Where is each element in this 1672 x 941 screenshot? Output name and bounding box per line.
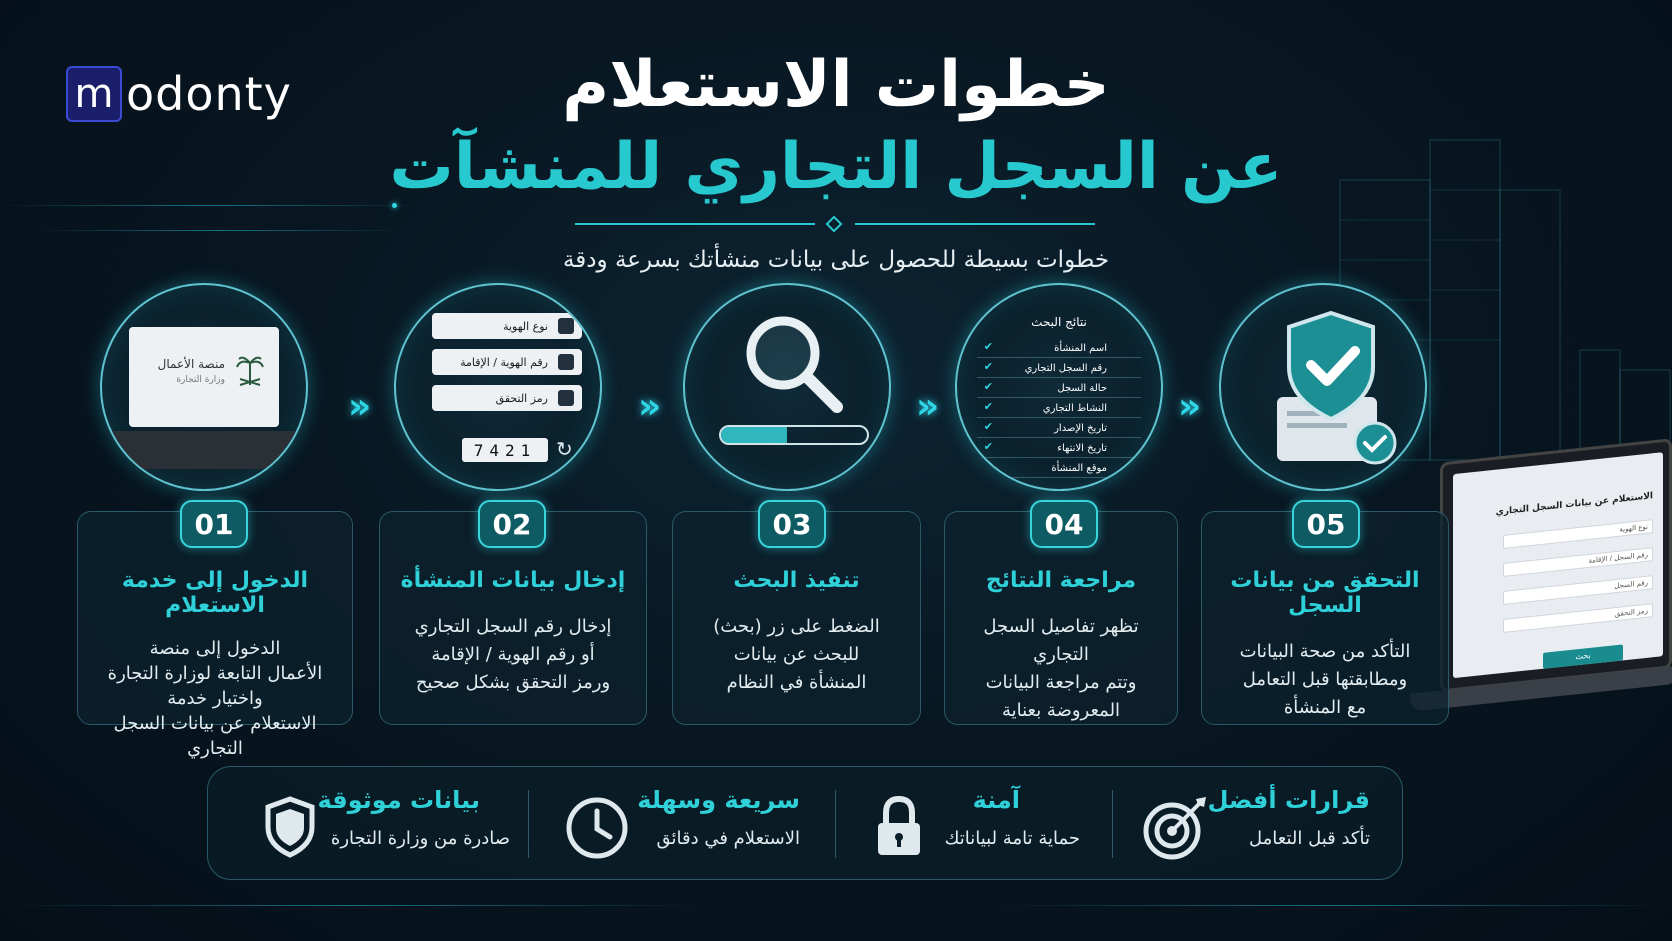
check-icon: ✔ xyxy=(983,420,993,433)
mock-keyboard xyxy=(112,431,296,469)
step-2-illustration xyxy=(394,283,602,491)
laptop-field: نوع الهوية xyxy=(1503,519,1653,549)
shield-icon xyxy=(262,795,318,859)
laptop-field: رقم السجل xyxy=(1503,575,1653,605)
step-title: تنفيذ البحث xyxy=(733,568,860,593)
laptop-illustration xyxy=(1440,437,1672,742)
result-row: النشاط التجاري ✔ xyxy=(977,399,1141,418)
mock-platform-title: منصة الأعمال xyxy=(157,357,225,371)
results-heading: نتائج البحث xyxy=(1031,315,1087,329)
chevron-right-icon: » xyxy=(916,386,940,427)
feature-title: بيانات موثوقة xyxy=(317,786,480,814)
palm-emblem-icon xyxy=(235,355,265,391)
feature-title: آمنة xyxy=(972,786,1020,814)
feature-decisions xyxy=(1207,766,1380,880)
check-icon: ✔ xyxy=(983,440,993,453)
result-row: حالة السجل ✔ xyxy=(977,379,1141,398)
step-description: تظهر تفاصيل السجل التجاري وتتم مراجعة البيانات المعروضة بعناية xyxy=(983,616,1139,721)
feature-fast xyxy=(620,766,800,880)
result-row: موقع المنشأة ✔ xyxy=(977,459,1141,478)
feature-trusted xyxy=(317,766,510,880)
check-icon: ✔ xyxy=(983,400,993,413)
result-row: تاريخ الإصدار ✔ xyxy=(977,419,1141,438)
clock-icon xyxy=(564,795,630,861)
feature-subtitle: حماية تامة لبياناتك xyxy=(944,828,1080,849)
feature-subtitle: الاستعلام في دقائق xyxy=(656,828,800,849)
laptop-field: رقم السجل / الإقامة xyxy=(1503,547,1653,577)
step-4-illustration xyxy=(955,283,1163,491)
step-number-badge: 04 xyxy=(1030,500,1098,548)
step-number-badge: 03 xyxy=(758,500,826,548)
lock-icon xyxy=(874,795,924,859)
decor-line xyxy=(1000,905,1672,906)
feature-subtitle: صادرة من وزارة التجارة xyxy=(330,828,510,849)
check-icon: ✔ xyxy=(983,340,993,353)
step-title: التحقق من بيانات السجل xyxy=(1230,568,1420,618)
page-subtitle: خطوات بسيطة للحصول على بيانات منشأتك بسرعة ودقة xyxy=(562,247,1110,273)
logo-mark: m xyxy=(66,66,122,122)
feature-secure xyxy=(940,766,1080,880)
step-title: الدخول إلى خدمة الاستعلام xyxy=(121,568,309,618)
result-row: رقم السجل التجاري ✔ xyxy=(977,359,1141,378)
page-title-highlight: عن السجل التجاري للمنشآت xyxy=(389,130,1283,204)
check-icon: ✔ xyxy=(983,380,993,393)
captcha-code: 7421 xyxy=(462,438,548,462)
search-progress-bar xyxy=(719,425,869,445)
mock-field: نوع الهوية xyxy=(432,313,582,339)
mock-field: رمز التحقق xyxy=(432,385,582,411)
feature-subtitle: تأكد قبل التعامل xyxy=(1249,828,1370,849)
result-row: تاريخ الانتهاء ✔ xyxy=(977,439,1141,458)
mock-field: رقم الهوية / الإقامة xyxy=(432,349,582,375)
check-icon: ✔ xyxy=(983,360,993,373)
step-description: التأكد من صحة البيانات ومطابقتها قبل التعامل مع المنشأة xyxy=(1239,641,1411,718)
refresh-icon: ↻ xyxy=(556,437,573,461)
title-divider xyxy=(575,218,1095,230)
feature-title: سريعة وسهلة xyxy=(637,786,800,814)
target-icon xyxy=(1140,795,1212,861)
step-5-illustration xyxy=(1219,283,1427,491)
chevron-right-icon: » xyxy=(348,386,372,427)
decor-line xyxy=(40,230,400,231)
step-description: الضغط على زر (بحث) للبحث عن بيانات المنشأة في النظام xyxy=(713,616,880,693)
chevron-right-icon: » xyxy=(1178,386,1202,427)
laptop-search-button: بحث xyxy=(1543,644,1623,668)
step-3-illustration xyxy=(683,283,891,491)
step-1-illustration xyxy=(100,283,308,491)
divider xyxy=(1112,790,1113,858)
step-description: الدخول إلى منصة الأعمال التابعة لوزارة التجارة واختيار خدمة الاستعلام عن بيانات السجل التجاري xyxy=(107,638,323,759)
mock-platform-subtitle: وزارة التجارة xyxy=(176,375,225,385)
chevron-right-icon: » xyxy=(638,386,662,427)
step-number-badge: 02 xyxy=(478,500,546,548)
step-title: مراجعة النتائج xyxy=(985,568,1137,593)
divider xyxy=(835,790,836,858)
laptop-screen xyxy=(1440,438,1672,692)
laptop-field: رمز التحقق xyxy=(1503,603,1653,633)
magnifier-icon xyxy=(737,307,847,417)
result-row: اسم المنشأة ✔ xyxy=(977,339,1141,358)
feature-title: قرارات أفضل xyxy=(1207,786,1370,814)
step-number-badge: 05 xyxy=(1292,500,1360,548)
step-number-badge: 01 xyxy=(180,500,248,548)
check-icon: ✔ xyxy=(983,460,993,473)
laptop-form xyxy=(1453,452,1663,678)
step-description: إدخال رقم السجل التجاري أو رقم الهوية / الإقامة ورمز التحقق بشكل صحيح xyxy=(414,616,612,693)
shield-check-icon xyxy=(1261,303,1401,473)
laptop-form-title: الاستعلام عن بيانات السجل التجاري xyxy=(1495,491,1653,518)
logo-text: odonty xyxy=(126,67,292,121)
divider xyxy=(528,790,529,858)
page-title: خطوات الاستعلام xyxy=(562,48,1110,122)
step-title: إدخال بيانات المنشأة xyxy=(400,568,626,593)
mock-screen xyxy=(129,327,279,427)
decor-line xyxy=(0,205,420,206)
decor-line xyxy=(0,905,700,906)
